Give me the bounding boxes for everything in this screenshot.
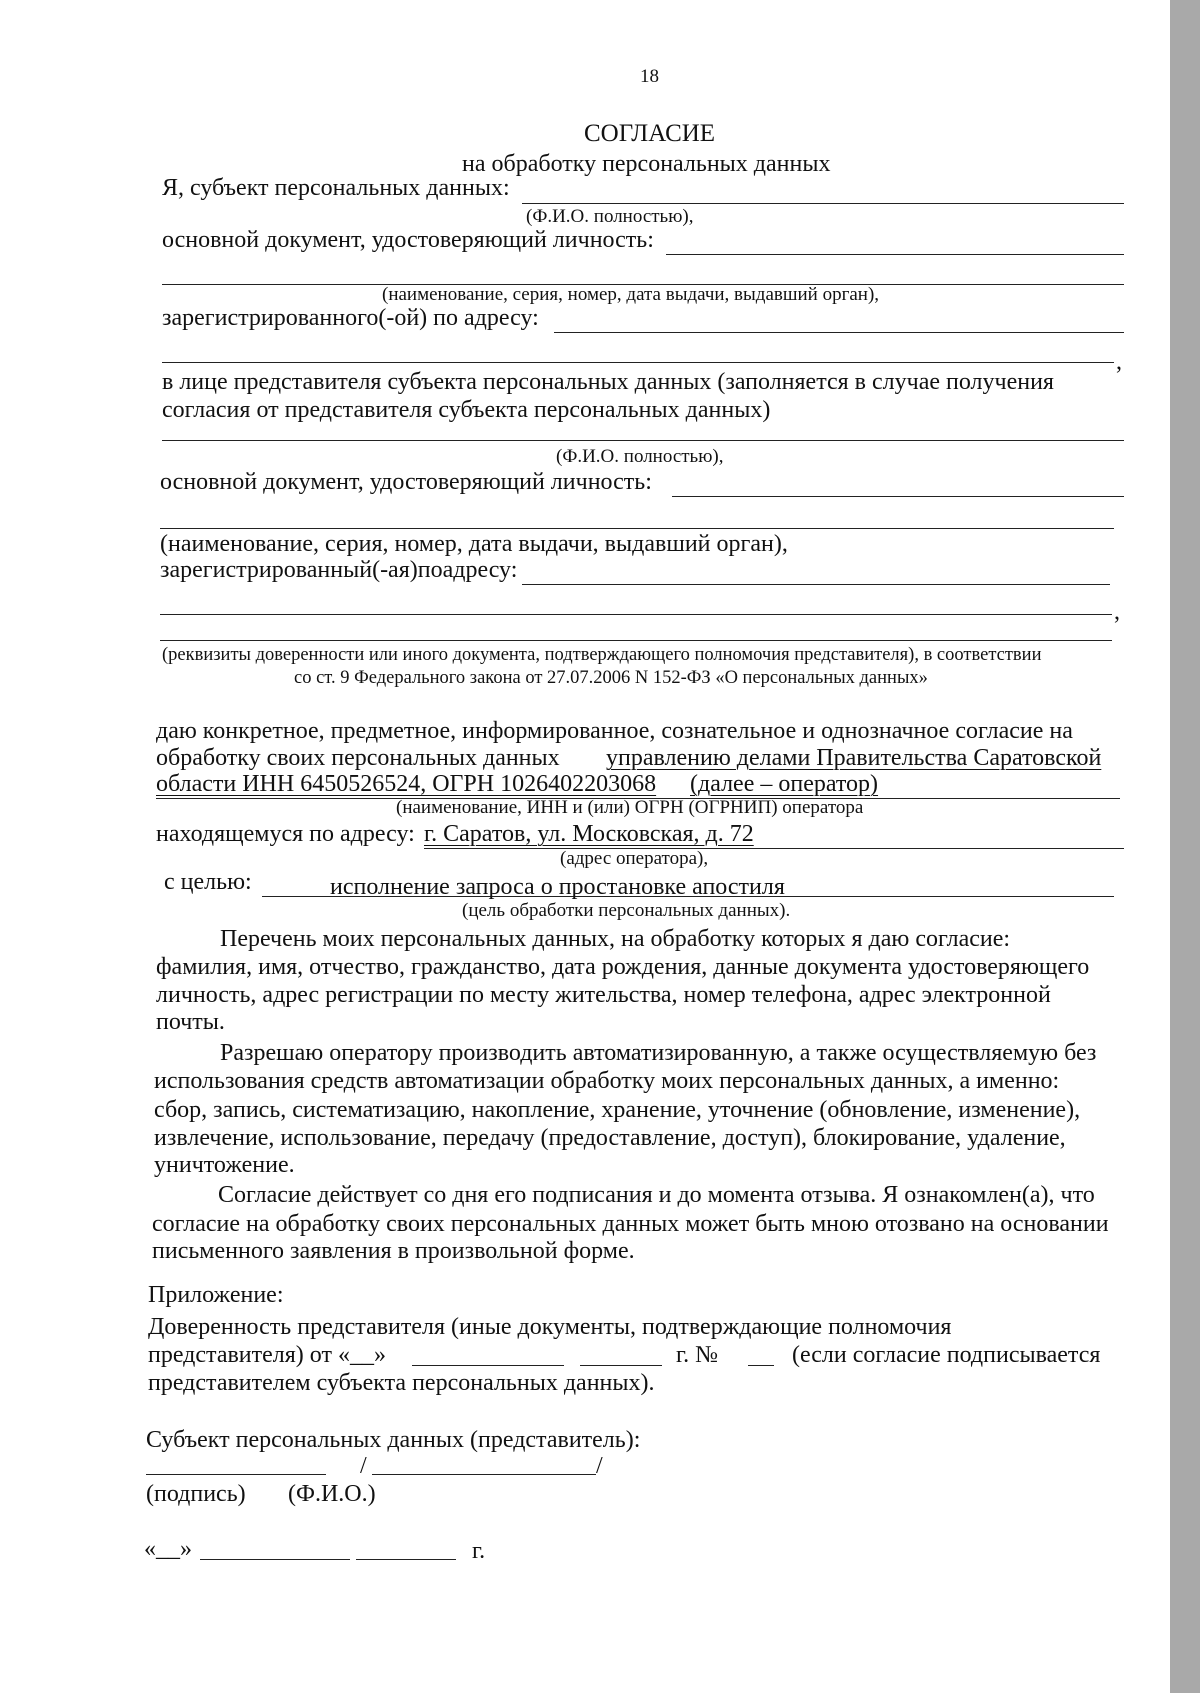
processing-line-3: сбор, запись, систематизацию, накопление, хранение, уточнение (обновление, изменение), (154, 1097, 1081, 1123)
subject-address-label: зарегистрированного(-ой) по адресу: (162, 305, 539, 331)
signature-sign-hint: (подпись) (146, 1481, 246, 1507)
representative-poa-line (160, 640, 1112, 641)
consent-purpose-label: с целью: (164, 869, 252, 895)
representative-poa-hint-1: (реквизиты доверенности или иного документа, подтверждающего полномочия представителя), в соответствии (162, 645, 1042, 665)
consent-address-prefix: находящемуся по адресу: (156, 821, 415, 847)
validity-line-2: согласие на обработку своих персональных данных может быть мною отозвано на основании (152, 1211, 1109, 1237)
representative-doc-line-2 (160, 528, 1114, 529)
signature-slash-2: / (596, 1453, 603, 1479)
representative-address-line-2 (160, 614, 1112, 615)
consent-operator-suffix: (далее – оператор) (690, 771, 879, 797)
subject-address-line-1 (554, 332, 1124, 333)
representative-doc-hint: (наименование, серия, номер, дата выдачи, выдавший орган), (160, 531, 788, 557)
representative-doc-label: основной документ, удостоверяющий личность: (160, 469, 652, 495)
appendix-number-line (748, 1365, 774, 1366)
subject-doc-hint: (наименование, серия, номер, дата выдачи, выдавший орган), (382, 284, 880, 305)
data-list-line-3: личность, адрес регистрации по месту жительства, номер телефона, адрес электронной (156, 982, 1051, 1008)
scan-edge-shadow (1170, 0, 1200, 1693)
representative-address-comma: , (1114, 599, 1120, 625)
signature-label: Субъект персональных данных (представитель): (146, 1427, 641, 1453)
data-list-line-1: Перечень моих персональных данных, на обработку которых я даю согласие: (220, 926, 1011, 952)
representative-address-line-1 (522, 584, 1110, 585)
consent-address-line (424, 848, 1124, 849)
representative-fio-line (162, 440, 1124, 441)
signature-year-line (356, 1559, 456, 1560)
consent-address-hint: (адрес оператора), (560, 848, 709, 869)
validity-line-1: Согласие действует со дня его подписания и до момента отзыва. Я ознакомлен(а), что (218, 1182, 1095, 1208)
page-number: 18 (640, 66, 659, 87)
data-list-line-2: фамилия, имя, отчество, гражданство, дата рождения, данные документа удостоверяющего (156, 954, 1090, 980)
representative-fio-hint: (Ф.И.О. полностью), (556, 446, 724, 467)
representative-line-2: согласия от представителя субъекта персональных данных) (162, 397, 771, 423)
signature-slash-1: / (360, 1453, 367, 1479)
signature-sign-line (146, 1474, 326, 1475)
signature-date-prefix: «__» (144, 1536, 192, 1562)
document-title: СОГЛАСИЕ (584, 120, 716, 147)
appendix-line-3: представителем субъекта персональных данных). (148, 1370, 655, 1396)
consent-operator-name-1: управлению делами Правительства Саратовской (606, 745, 1102, 771)
appendix-year-line (580, 1365, 662, 1366)
subject-address-comma: , (1116, 349, 1122, 375)
document-subtitle: на обработку персональных данных (462, 151, 831, 177)
representative-address-label: зарегистрированный(-ая)поадресу: (160, 557, 518, 583)
signature-fio-line (372, 1474, 596, 1475)
appendix-line-2-c: (если согласие подписывается (792, 1342, 1101, 1368)
appendix-label: Приложение: (148, 1282, 284, 1308)
appendix-line-1: Доверенность представителя (иные документы, подтверждающие полномочия (148, 1314, 952, 1340)
validity-line-3: письменного заявления в произвольной форме. (152, 1238, 635, 1264)
representative-line-1: в лице представителя субъекта персональных данных (заполняется в случае получения (162, 369, 1054, 395)
signature-year-suffix: г. (472, 1538, 486, 1564)
representative-poa-hint-2: со ст. 9 Федерального закона от 27.07.2006 N 152-ФЗ «О персональных данных» (294, 668, 928, 688)
consent-line-1: даю конкретное, предметное, информированное, сознательное и однозначное согласие на (156, 718, 1073, 744)
consent-operator-name-2: области ИНН 6450526524, ОГРН 1026402203068 (156, 771, 657, 797)
appendix-line-2-b: г. № (676, 1342, 719, 1368)
signature-fio-hint: (Ф.И.О.) (288, 1481, 376, 1507)
subject-fio-line (522, 203, 1124, 204)
processing-line-5: уничтожение. (154, 1152, 295, 1178)
consent-address-value: г. Саратов, ул. Московская, д. 72 (424, 821, 754, 847)
representative-doc-line-1 (672, 496, 1124, 497)
signature-date-line (200, 1559, 350, 1560)
appendix-line-2-a: представителя) от «__» (148, 1342, 386, 1368)
processing-line-4: извлечение, использование, передачу (предоставление, доступ), блокирование, удаление, (154, 1125, 1066, 1151)
consent-purpose-hint: (цель обработки персональных данных). (462, 900, 791, 921)
data-list-line-4: почты. (156, 1009, 225, 1035)
subject-doc-line-1 (666, 254, 1124, 255)
consent-line-2-prefix: обработку своих персональных данных (156, 745, 560, 771)
subject-doc-label: основной документ, удостоверяющий личность: (162, 227, 654, 253)
appendix-date-line (412, 1365, 564, 1366)
subject-address-line-2 (162, 362, 1114, 363)
processing-line-2: использования средств автоматизации обработку моих персональных данных, а именно: (154, 1068, 1060, 1094)
subject-label: Я, субъект персональных данных: (162, 175, 510, 201)
subject-fio-hint: (Ф.И.О. полностью), (526, 206, 694, 227)
consent-operator-hint: (наименование, ИНН и (или) ОГРН (ОГРНИП) оператора (396, 797, 864, 818)
consent-purpose-value: исполнение запроса о простановке апостиля (330, 874, 785, 900)
processing-line-1: Разрешаю оператору производить автоматизированную, а также осуществляемую без (220, 1040, 1097, 1066)
